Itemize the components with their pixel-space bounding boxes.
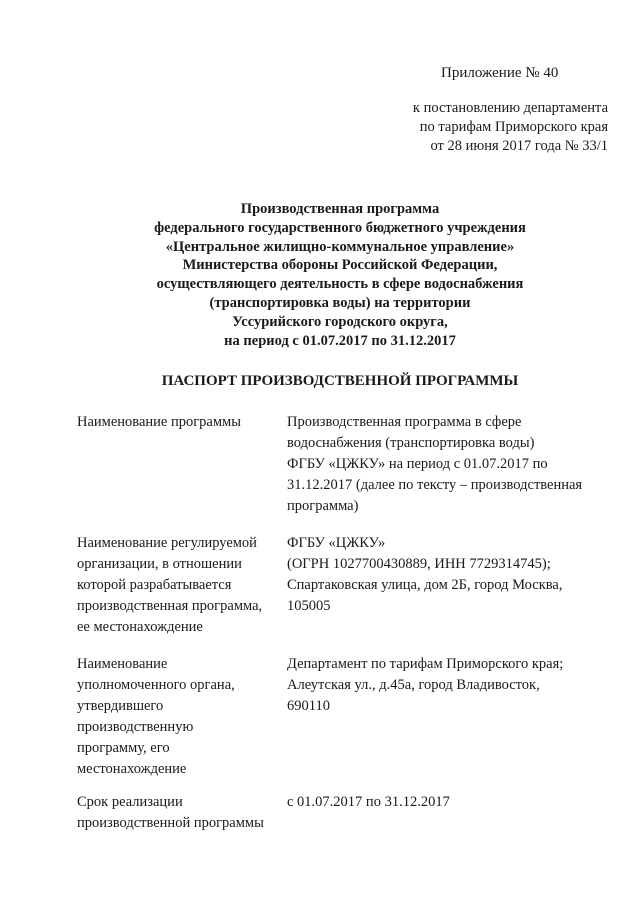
row-label-period xyxy=(77,792,282,834)
row-value-program-name xyxy=(287,412,609,517)
value-line: водоснабжения (транспортировка воды) xyxy=(287,435,535,451)
title-line: «Центральное жилищно-коммунальное управление» xyxy=(165,238,515,255)
reference-line: от 28 июня 2017 года № 33/1 xyxy=(430,138,608,154)
title-line: (транспортировка воды) на территории xyxy=(209,294,471,311)
label-line: Наименование xyxy=(77,656,168,672)
label-line: ее местонахождение xyxy=(77,619,203,635)
label-line: местонахождение xyxy=(77,761,187,777)
value-line: (ОГРН 1027700430889, ИНН 7729314745); xyxy=(287,556,551,572)
label-line: производственную xyxy=(77,719,194,735)
title-line: осуществляющего деятельность в сфере водоснабжения xyxy=(156,276,524,293)
row-label-organization xyxy=(77,533,282,638)
label-line: производственной программы xyxy=(77,815,264,831)
value-line: Производственная программа в сфере xyxy=(287,414,522,430)
value-line: 31.12.2017 (далее по тексту – производственная xyxy=(287,477,583,493)
row-label-authority xyxy=(77,654,282,780)
resolution-reference xyxy=(413,99,608,156)
label-line: которой разрабатывается xyxy=(77,577,232,593)
value-line: ФГБУ «ЦЖКУ» xyxy=(287,535,386,551)
title-line: Производственная программа xyxy=(240,201,440,217)
appendix-number: Приложение № 40 xyxy=(441,65,559,81)
row-label-program-name xyxy=(77,412,282,433)
title-line: на период с 01.07.2017 по 31.12.2017 xyxy=(224,332,456,349)
reference-line: к постановлению департамента xyxy=(412,100,608,116)
reference-line: по тарифам Приморского края xyxy=(419,119,608,135)
value-line: 690110 xyxy=(287,698,330,714)
label-line: Срок реализации xyxy=(77,794,183,810)
label-line: Наименование программы xyxy=(77,414,241,430)
label-line: уполномоченного органа, xyxy=(77,677,235,693)
passport-heading: ПАСПОРТ ПРОИЗВОДСТВЕННОЙ ПРОГРАММЫ xyxy=(161,373,519,389)
label-line: утвердившего xyxy=(77,698,164,714)
label-line: программу, его xyxy=(77,740,170,756)
title-line: Министерства обороны Российской Федерации, xyxy=(182,257,498,274)
title-line: федерального государственного бюджетного учреждения xyxy=(154,219,526,236)
value-line: с 01.07.2017 по 31.12.2017 xyxy=(287,794,450,810)
value-line: 105005 xyxy=(287,598,331,614)
label-line: организации, в отношении xyxy=(77,556,242,572)
value-line: ФГБУ «ЦЖКУ» на период с 01.07.2017 по xyxy=(287,456,548,472)
title-line: Уссурийского городского округа, xyxy=(232,313,448,330)
row-value-authority xyxy=(287,654,609,717)
value-line: программа) xyxy=(287,498,359,514)
value-line: Департамент по тарифам Приморского края; xyxy=(287,656,564,672)
row-value-period xyxy=(287,792,609,813)
value-line: Алеутская ул., д.45а, город Владивосток, xyxy=(287,677,540,693)
document-title xyxy=(60,200,620,350)
row-value-organization xyxy=(287,533,609,617)
label-line: Наименование регулируемой xyxy=(77,535,257,551)
value-line: Спартаковская улица, дом 2Б, город Москва, xyxy=(287,577,563,593)
label-line: производственная программа, xyxy=(77,598,263,614)
